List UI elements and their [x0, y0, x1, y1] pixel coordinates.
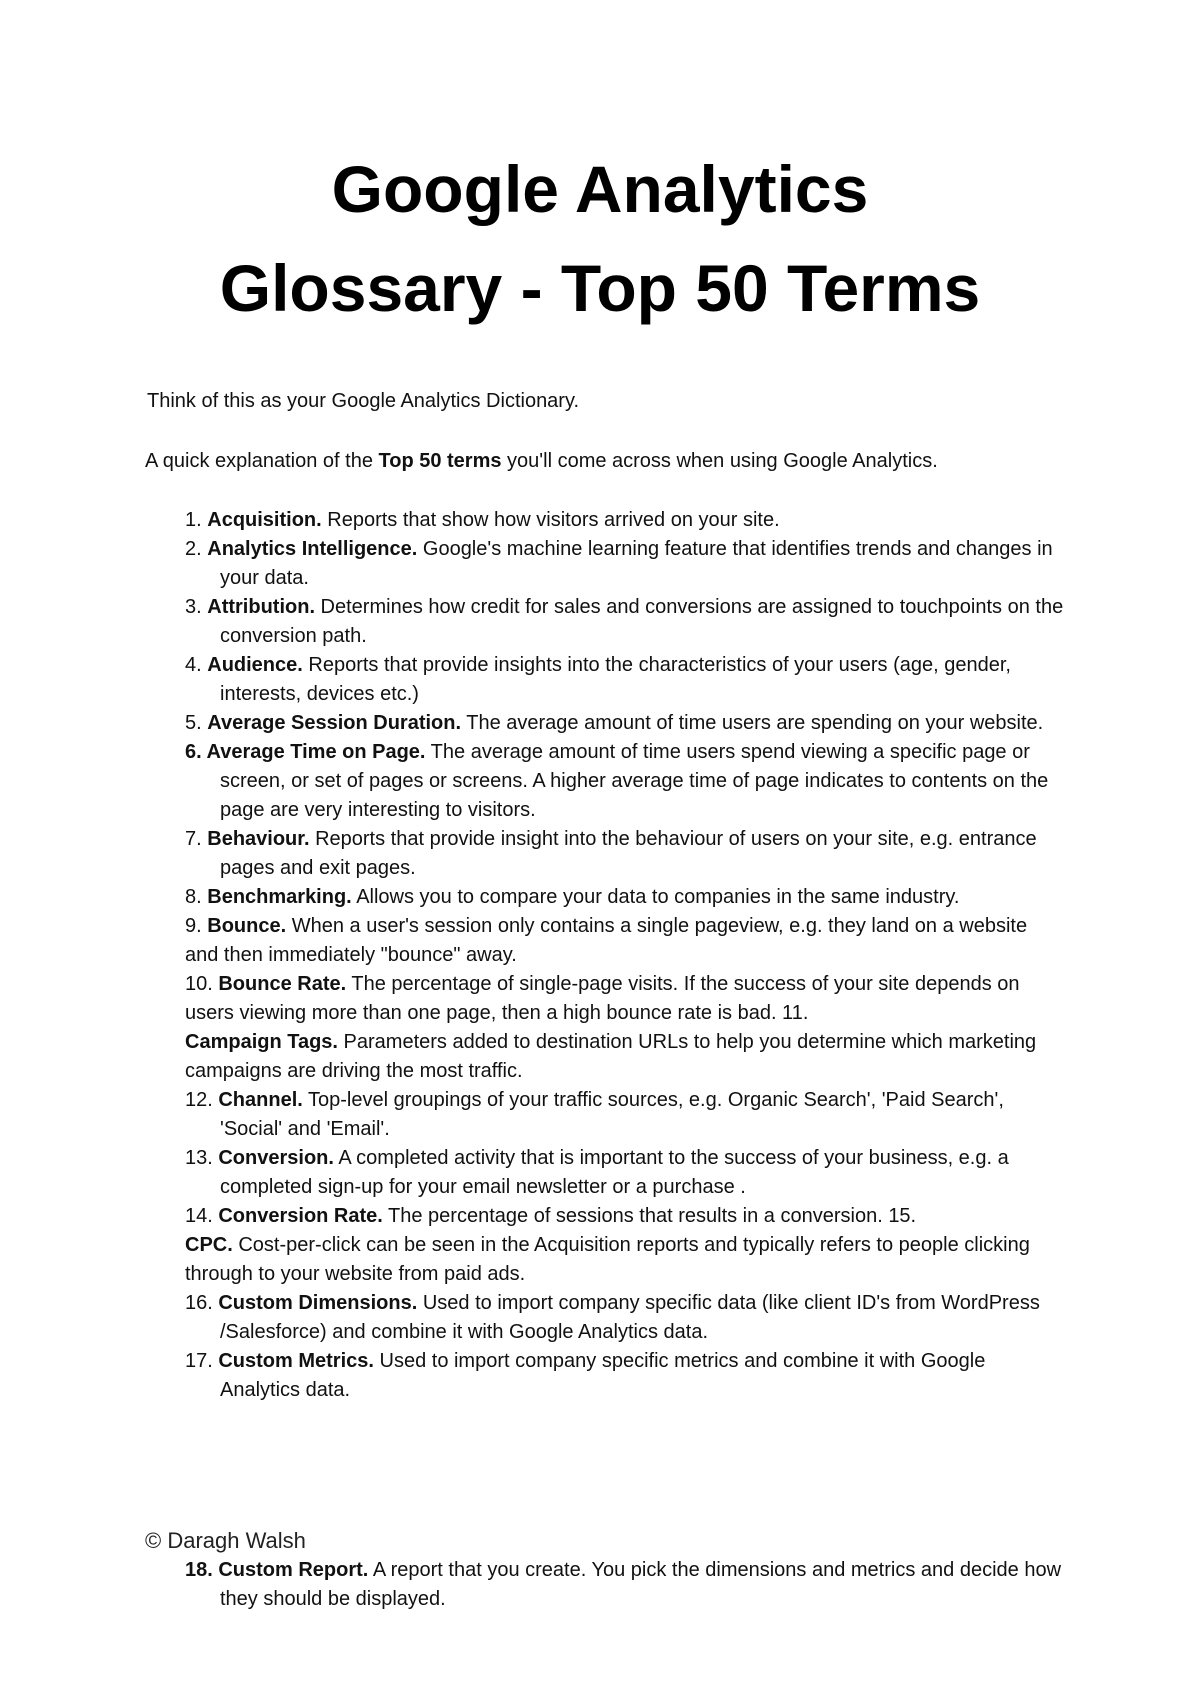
- entry-number: 18.: [185, 1559, 219, 1581]
- entry-number: 7.: [185, 828, 208, 850]
- intro-text-bold: Top 50 terms: [378, 450, 502, 472]
- entry-term: Average Time on Page.: [206, 741, 426, 763]
- entry-number: 17.: [185, 1350, 219, 1372]
- entry-number: 14.: [185, 1205, 219, 1227]
- entry-number: 8.: [185, 886, 208, 908]
- glossary-entry-campaign-tags: [185, 1028, 1065, 1086]
- glossary-entry-cpc: [185, 1231, 1065, 1289]
- glossary-entry-attribution: [185, 593, 1065, 651]
- glossary-entry-conversion: [185, 1144, 1065, 1202]
- intro-paragraph-2: [145, 447, 938, 476]
- entry-definition: Determines how credit for sales and conversions are assigned to touchpoints on the conversion path.: [220, 596, 1064, 647]
- intro-text-after: you'll come across when using Google Analytics.: [501, 450, 938, 472]
- entry-number: 12.: [185, 1089, 219, 1111]
- entry-definition: Parameters added to destination URLs to help you determine which marketing campaigns are driving the most traffic.: [185, 1031, 1037, 1082]
- entry-term: Campaign Tags.: [185, 1031, 338, 1053]
- entry-term: Analytics Intelligence.: [207, 538, 418, 560]
- entry-number: 1.: [185, 509, 208, 531]
- glossary-entry-behaviour: [185, 825, 1065, 883]
- entry-definition: A report that you create. You pick the dimensions and metrics and decide how they should be displayed.: [220, 1559, 1062, 1610]
- entry-term: Average Session Duration.: [207, 712, 462, 734]
- entry-definition: Google's machine learning feature that identifies trends and changes in your data.: [220, 538, 1053, 589]
- glossary-entry-custom-report: [185, 1556, 1065, 1614]
- entry-definition: When a user's session only contains a single pageview, e.g. they land on a website and then immediately "bounce" away.: [185, 915, 1028, 966]
- copyright-footer: © Daragh Walsh: [145, 1528, 306, 1553]
- glossary-entry-analytics-intelligence: [185, 535, 1065, 593]
- glossary-entry-average-session-duration: [185, 709, 1065, 738]
- entry-definition: The average amount of time users spend viewing a specific page or screen, or set of pages or screens. A higher average time of page indicates to contents on the page are very interesting to visitors.: [220, 741, 1049, 821]
- entry-term: CPC.: [185, 1234, 233, 1256]
- entry-term: Custom Report.: [218, 1559, 369, 1581]
- entry-term: Behaviour.: [207, 828, 310, 850]
- glossary-entry-custom-dimensions: [185, 1289, 1065, 1347]
- glossary-entry-benchmarking: [185, 883, 1065, 912]
- entry-number: 16.: [185, 1292, 219, 1314]
- entry-definition: The percentage of sessions that results in a conversion. 15.: [382, 1205, 917, 1227]
- entry-term: Custom Metrics.: [218, 1350, 374, 1372]
- entry-term: Custom Dimensions.: [218, 1292, 418, 1314]
- glossary-entry-custom-metrics: [185, 1347, 1065, 1405]
- entry-term: Audience.: [207, 654, 303, 676]
- entry-definition: Allows you to compare your data to companies in the same industry.: [351, 886, 960, 908]
- intro-paragraph-1: Think of this as your Google Analytics Dictionary.: [147, 390, 580, 412]
- entry-number: 6.: [185, 741, 207, 763]
- entry-term: Benchmarking.: [207, 886, 352, 908]
- entry-number: 5.: [185, 712, 208, 734]
- entry-term: Bounce Rate.: [218, 973, 347, 995]
- entry-definition: Cost-per-click can be seen in the Acquisition reports and typically refers to people clicking through to your website from paid ads.: [185, 1234, 1030, 1285]
- entry-term: Bounce.: [207, 915, 287, 937]
- entry-definition: Used to import company specific metrics and combine it with Google Analytics data.: [220, 1350, 986, 1401]
- document-title-line-2: Glossary - Top 50 Terms: [219, 251, 981, 325]
- entry-number: 13.: [185, 1147, 219, 1169]
- entry-term: Channel.: [218, 1089, 303, 1111]
- entry-definition: The average amount of time users are spending on your website.: [461, 712, 1044, 734]
- entry-definition: Reports that provide insights into the characteristics of your users (age, gender, interests, devices etc.): [220, 654, 1011, 705]
- entry-definition: Top-level groupings of your traffic sources, e.g. Organic Search', 'Paid Search', 'Social' and 'Email'.: [220, 1089, 1004, 1140]
- glossary-entry-bounce-rate: [185, 970, 1065, 1028]
- glossary-entry-average-time-on-page: [185, 738, 1065, 825]
- intro-text-before: A quick explanation of the: [145, 450, 379, 472]
- entry-term: Conversion Rate.: [218, 1205, 383, 1227]
- entry-definition: A completed activity that is important to the success of your business, e.g. a completed sign-up for your email newsletter or a purchase .: [220, 1147, 1009, 1198]
- entry-definition: Used to import company specific data (like client ID's from WordPress /Salesforce) and combine it with Google Analytics data.: [220, 1292, 1040, 1343]
- entry-number: 10.: [185, 973, 219, 995]
- document-title-line-1: Google Analytics: [331, 152, 869, 226]
- entry-definition: Reports that provide insight into the behaviour of users on your site, e.g. entrance pages and exit pages.: [220, 828, 1037, 879]
- glossary-entry-audience: [185, 651, 1065, 709]
- glossary-entry-acquisition: [185, 506, 1065, 535]
- glossary-list: [185, 506, 1065, 1405]
- glossary-list-continued: [185, 1556, 1065, 1614]
- entry-number: 4.: [185, 654, 208, 676]
- glossary-entry-conversion-rate: [185, 1202, 1065, 1231]
- entry-number: 2.: [185, 538, 208, 560]
- entry-number: 9.: [185, 915, 208, 937]
- entry-term: Acquisition.: [207, 509, 322, 531]
- entry-definition: Reports that show how visitors arrived on your site.: [321, 509, 780, 531]
- entry-definition: The percentage of single-page visits. If the success of your site depends on users viewing more than one page, then a high bounce rate is bad. 11.: [185, 973, 1020, 1024]
- entry-term: Conversion.: [218, 1147, 334, 1169]
- entry-term: Attribution.: [207, 596, 315, 618]
- glossary-entry-bounce: [185, 912, 1065, 970]
- entry-number: 3.: [185, 596, 208, 618]
- glossary-entry-channel: [185, 1086, 1065, 1144]
